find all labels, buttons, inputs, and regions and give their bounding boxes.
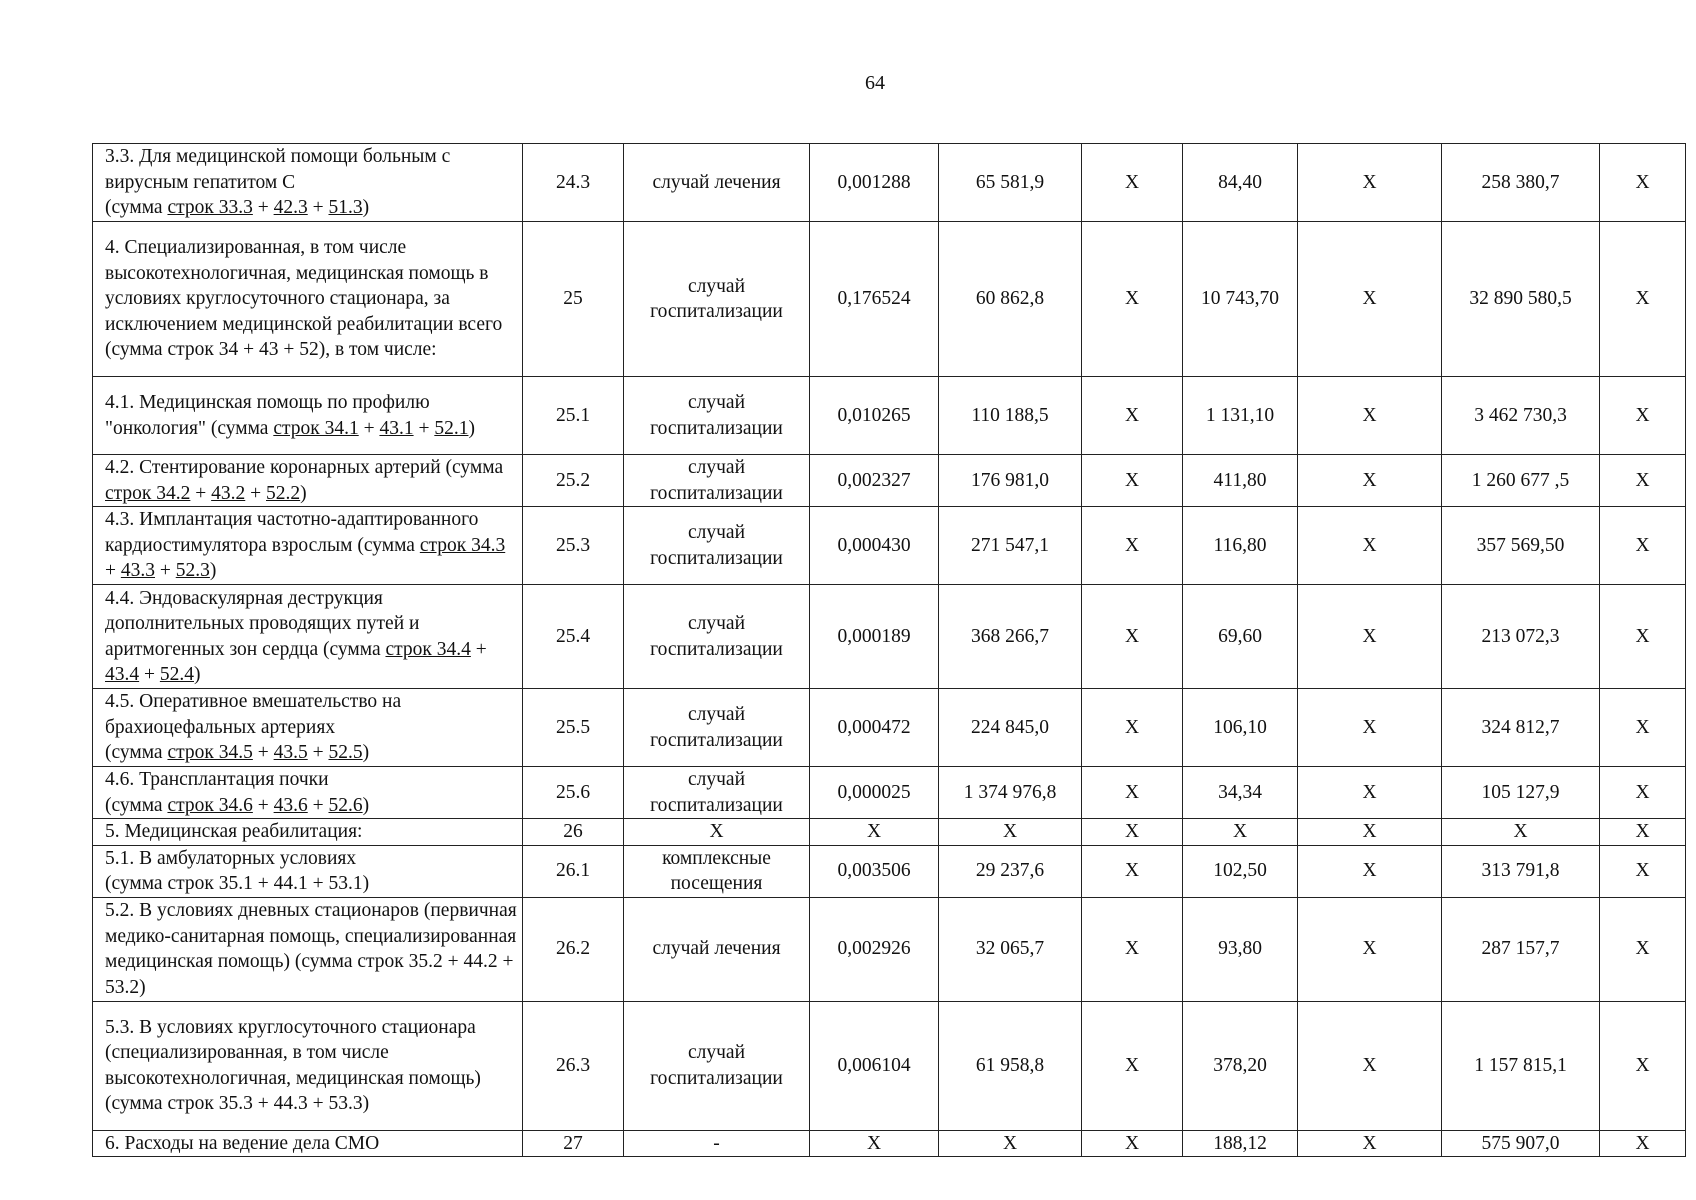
unit-of-measure-cell: случай госпитализации — [624, 767, 810, 819]
row-description — [93, 845, 523, 897]
percent-cell: X — [1600, 845, 1686, 897]
row-reference-link: 43.3 — [120, 560, 155, 582]
cost-per-unit-cell: 61 958,8 — [939, 1001, 1082, 1130]
row-description — [93, 1130, 523, 1157]
row-description-text: 4.1. Медицинская помощь по профилю "онкология" (сумма — [105, 392, 430, 439]
row-description-text: ) — [209, 560, 217, 582]
row-description-text: + — [105, 560, 121, 582]
row-description-text: + — [252, 197, 274, 219]
per-capita-budget-cell: X — [1082, 455, 1183, 507]
volume-per-person-cell: 0,002327 — [810, 455, 939, 507]
per-capita-oms-cell: 1 131,10 — [1183, 377, 1298, 455]
total-oms-cell: 287 157,7 — [1442, 897, 1600, 1001]
percent-cell: X — [1600, 144, 1686, 222]
total-budget-cell: X — [1298, 819, 1442, 846]
financing-table — [92, 143, 1686, 1157]
row-number-cell: 26 — [523, 819, 624, 846]
total-budget-cell: X — [1298, 144, 1442, 222]
total-budget-cell: X — [1298, 377, 1442, 455]
table-row — [93, 585, 1686, 689]
row-reference-link: 52.5 — [328, 742, 363, 764]
percent-cell: X — [1600, 689, 1686, 767]
row-reference-link: строк 34.2 — [105, 482, 191, 504]
row-reference-link: 42.3 — [273, 197, 308, 219]
row-description — [93, 897, 523, 1001]
row-description-text: ) — [362, 742, 370, 764]
per-capita-oms-cell: X — [1183, 819, 1298, 846]
volume-per-person-cell: 0,000430 — [810, 507, 939, 585]
percent-cell: X — [1600, 1001, 1686, 1130]
unit-of-measure-cell: случай лечения — [624, 144, 810, 222]
row-number-cell: 26.3 — [523, 1001, 624, 1130]
total-oms-cell: 3 462 730,3 — [1442, 377, 1600, 455]
row-number-cell: 25.6 — [523, 767, 624, 819]
total-oms-cell: 313 791,8 — [1442, 845, 1600, 897]
per-capita-oms-cell: 69,60 — [1183, 585, 1298, 689]
volume-per-person-cell: 0,002926 — [810, 897, 939, 1001]
cost-per-unit-cell: 110 188,5 — [939, 377, 1082, 455]
total-budget-cell: X — [1298, 1001, 1442, 1130]
total-oms-cell: 105 127,9 — [1442, 767, 1600, 819]
row-reference-link: 52.1 — [434, 417, 469, 439]
total-oms-cell: 1 157 815,1 — [1442, 1001, 1600, 1130]
row-reference-link: строк 33.3 — [167, 197, 253, 219]
row-description-text: 4. Специализированная, в том числе высокотехнологичная, медицинская помощь в условиях круглосуточного стационара, за исключением медицинской реабилитации всего (сумма строк 34 + 43 + 52), в том числе: — [105, 237, 503, 361]
row-reference-link: 52.4 — [159, 664, 194, 685]
table-row — [93, 377, 1686, 455]
total-oms-cell: 575 907,0 — [1442, 1130, 1600, 1157]
row-description-text: ) — [300, 482, 307, 504]
volume-per-person-cell: 0,003506 — [810, 845, 939, 897]
row-description-text: + — [245, 482, 267, 504]
per-capita-budget-cell: X — [1082, 767, 1183, 819]
cost-per-unit-cell: 29 237,6 — [939, 845, 1082, 897]
total-budget-cell: X — [1298, 585, 1442, 689]
row-description-text: ) — [194, 664, 201, 685]
total-budget-cell: X — [1298, 845, 1442, 897]
cost-per-unit-cell: 368 266,7 — [939, 585, 1082, 689]
row-number-cell: 25.2 — [523, 455, 624, 507]
row-reference-link: 43.2 — [211, 482, 246, 504]
per-capita-budget-cell: X — [1082, 845, 1183, 897]
per-capita-budget-cell: X — [1082, 585, 1183, 689]
percent-cell: X — [1600, 819, 1686, 846]
row-description-text: (сумма строк 35.3 + 44.3 + 53.3) — [105, 1093, 370, 1114]
table-row — [93, 897, 1686, 1001]
row-description-text: + — [358, 417, 380, 439]
per-capita-budget-cell: X — [1082, 222, 1183, 377]
percent-cell: X — [1600, 507, 1686, 585]
row-description — [93, 767, 523, 819]
row-description-text: 4.5. Оперативное вмешательство на брахиоцефальных артериях — [105, 691, 402, 738]
unit-of-measure-cell: случай госпитализации — [624, 222, 810, 377]
volume-per-person-cell: 0,000472 — [810, 689, 939, 767]
row-description — [93, 585, 523, 689]
volume-per-person-cell: X — [810, 819, 939, 846]
table-row — [93, 845, 1686, 897]
row-reference-link: 52.2 — [266, 482, 301, 504]
row-description-text: ) — [468, 417, 475, 439]
row-reference-link: строк 34.3 — [419, 534, 506, 556]
per-capita-oms-cell: 411,80 — [1183, 455, 1298, 507]
row-description-text: + — [307, 794, 329, 816]
total-oms-cell: 357 569,50 — [1442, 507, 1600, 585]
per-capita-oms-cell: 102,50 — [1183, 845, 1298, 897]
total-oms-cell: 32 890 580,5 — [1442, 222, 1600, 377]
row-number-cell: 26.1 — [523, 845, 624, 897]
cost-per-unit-cell: X — [939, 1130, 1082, 1157]
row-number-cell: 27 — [523, 1130, 624, 1157]
total-budget-cell: X — [1298, 507, 1442, 585]
per-capita-budget-cell: X — [1082, 1130, 1183, 1157]
percent-cell: X — [1600, 222, 1686, 377]
page-number: 64 — [865, 72, 885, 94]
row-description-text: 4.4. Эндоваскулярная деструкция дополнительных проводящих путей и аритмогенных зон сердца (сумма — [105, 587, 420, 660]
row-description — [93, 222, 523, 377]
row-reference-link: 43.4 — [105, 664, 140, 685]
per-capita-budget-cell: X — [1082, 1001, 1183, 1130]
per-capita-budget-cell: X — [1082, 377, 1183, 455]
unit-of-measure-cell: X — [624, 819, 810, 846]
row-description-text: 3.3. Для медицинской помощи больным с вирусным гепатитом С — [105, 146, 451, 193]
per-capita-budget-cell: X — [1082, 819, 1183, 846]
unit-of-measure-cell: случай госпитализации — [624, 377, 810, 455]
row-description — [93, 819, 523, 846]
total-oms-cell: X — [1442, 819, 1600, 846]
cost-per-unit-cell: X — [939, 819, 1082, 846]
per-capita-oms-cell: 378,20 — [1183, 1001, 1298, 1130]
cost-per-unit-cell: 1 374 976,8 — [939, 767, 1082, 819]
row-description-text: 4.6. Трансплантация почки — [105, 769, 329, 790]
table-row — [93, 455, 1686, 507]
volume-per-person-cell: 0,000189 — [810, 585, 939, 689]
volume-per-person-cell: X — [810, 1130, 939, 1157]
row-description-text: + — [307, 742, 329, 764]
table-row — [93, 819, 1686, 846]
unit-of-measure-cell: случай лечения — [624, 897, 810, 1001]
unit-of-measure-cell: случай госпитализации — [624, 585, 810, 689]
per-capita-budget-cell: X — [1082, 897, 1183, 1001]
total-oms-cell: 1 260 677 ,5 — [1442, 455, 1600, 507]
row-reference-link: 43.5 — [273, 742, 308, 764]
table-row — [93, 1130, 1686, 1157]
total-budget-cell: X — [1298, 767, 1442, 819]
row-number-cell: 25 — [523, 222, 624, 377]
unit-of-measure-cell: комплексные посещения — [624, 845, 810, 897]
row-description-text: + — [155, 560, 176, 582]
row-description — [93, 507, 523, 585]
total-budget-cell: X — [1298, 897, 1442, 1001]
row-description-text: + — [252, 794, 274, 816]
row-description-text: (сумма — [105, 197, 168, 219]
row-reference-link: 51.3 — [328, 197, 363, 219]
percent-cell: X — [1600, 897, 1686, 1001]
table-row — [93, 689, 1686, 767]
row-reference-link: 43.6 — [273, 794, 308, 816]
per-capita-budget-cell: X — [1082, 144, 1183, 222]
total-budget-cell: X — [1298, 689, 1442, 767]
cost-per-unit-cell: 224 845,0 — [939, 689, 1082, 767]
row-description-text: 5. Медицинская реабилитация: — [105, 821, 363, 842]
row-number-cell: 25.5 — [523, 689, 624, 767]
row-description-text: 4.2. Стентирование коронарных артерий (сумма — [105, 457, 504, 478]
volume-per-person-cell: 0,000025 — [810, 767, 939, 819]
row-description-text: + — [252, 742, 274, 764]
row-description — [93, 144, 523, 222]
per-capita-oms-cell: 34,34 — [1183, 767, 1298, 819]
row-description — [93, 377, 523, 455]
row-description-text: + — [413, 417, 435, 439]
per-capita-oms-cell: 106,10 — [1183, 689, 1298, 767]
unit-of-measure-cell: случай госпитализации — [624, 689, 810, 767]
table-row — [93, 222, 1686, 377]
table-row — [93, 767, 1686, 819]
row-description-text: (сумма строк 35.1 + 44.1 + 53.1) — [105, 873, 370, 894]
row-description-text: (сумма — [105, 794, 168, 816]
total-budget-cell: X — [1298, 222, 1442, 377]
total-budget-cell: X — [1298, 1130, 1442, 1157]
table-row — [93, 507, 1686, 585]
row-number-cell: 25.3 — [523, 507, 624, 585]
percent-cell: X — [1600, 377, 1686, 455]
row-reference-link: строк 34.6 — [167, 794, 253, 816]
row-description-text: + — [470, 638, 487, 660]
percent-cell: X — [1600, 767, 1686, 819]
row-reference-link: строк 34.4 — [385, 638, 471, 660]
row-reference-link: 52.6 — [328, 794, 363, 816]
cost-per-unit-cell: 271 547,1 — [939, 507, 1082, 585]
per-capita-budget-cell: X — [1082, 689, 1183, 767]
cost-per-unit-cell: 60 862,8 — [939, 222, 1082, 377]
per-capita-oms-cell: 188,12 — [1183, 1130, 1298, 1157]
row-reference-link: 52.3 — [175, 560, 210, 582]
row-reference-link: строк 34.1 — [273, 417, 359, 439]
row-number-cell: 25.1 — [523, 377, 624, 455]
row-description-text: ) — [362, 794, 370, 816]
row-description-text: 6. Расходы на ведение дела СМО — [105, 1132, 380, 1154]
percent-cell: X — [1600, 455, 1686, 507]
percent-cell: X — [1600, 585, 1686, 689]
total-oms-cell: 324 812,7 — [1442, 689, 1600, 767]
cost-per-unit-cell: 32 065,7 — [939, 897, 1082, 1001]
row-description-text: 5.1. В амбулаторных условиях — [105, 847, 357, 869]
row-description-text: (сумма — [105, 742, 168, 764]
cost-per-unit-cell: 176 981,0 — [939, 455, 1082, 507]
table-row — [93, 1001, 1686, 1130]
row-description-text: 4.3. Имплантация частотно-адаптированного кардиостимулятора взрослым (сумма — [105, 509, 479, 556]
per-capita-budget-cell: X — [1082, 507, 1183, 585]
volume-per-person-cell: 0,001288 — [810, 144, 939, 222]
unit-of-measure-cell: случай госпитализации — [624, 1001, 810, 1130]
per-capita-oms-cell: 93,80 — [1183, 897, 1298, 1001]
unit-of-measure-cell: случай госпитализации — [624, 455, 810, 507]
row-number-cell: 24.3 — [523, 144, 624, 222]
unit-of-measure-cell: случай госпитализации — [624, 507, 810, 585]
total-oms-cell: 258 380,7 — [1442, 144, 1600, 222]
percent-cell: X — [1600, 1130, 1686, 1157]
row-reference-link: строк 34.5 — [167, 742, 253, 764]
per-capita-oms-cell: 10 743,70 — [1183, 222, 1298, 377]
row-reference-link: 43.1 — [379, 417, 414, 439]
row-description — [93, 1001, 523, 1130]
table-row — [93, 144, 1686, 222]
per-capita-oms-cell: 116,80 — [1183, 507, 1298, 585]
row-description-text: 5.2. В условиях дневных стационаров (первичная медико-санитарная помощь, специализированная медицинская помощь) (сумма строк 35.2 + 44.2 + 53.2) — [105, 900, 517, 998]
volume-per-person-cell: 0,010265 — [810, 377, 939, 455]
row-description — [93, 455, 523, 507]
total-oms-cell: 213 072,3 — [1442, 585, 1600, 689]
row-description-text: + — [190, 482, 212, 504]
per-capita-oms-cell: 84,40 — [1183, 144, 1298, 222]
row-description-text: 5.3. В условиях круглосуточного стационара (специализированная, в том числе высокотехнологичная, медицинская помощь) — [105, 1016, 481, 1089]
row-description-text: + — [307, 197, 329, 219]
cost-per-unit-cell: 65 581,9 — [939, 144, 1082, 222]
row-number-cell: 26.2 — [523, 897, 624, 1001]
unit-of-measure-cell: - — [624, 1130, 810, 1157]
row-description-text: + — [139, 664, 160, 685]
row-description — [93, 689, 523, 767]
row-description-text: ) — [362, 197, 370, 219]
total-budget-cell: X — [1298, 455, 1442, 507]
volume-per-person-cell: 0,176524 — [810, 222, 939, 377]
volume-per-person-cell: 0,006104 — [810, 1001, 939, 1130]
row-number-cell: 25.4 — [523, 585, 624, 689]
